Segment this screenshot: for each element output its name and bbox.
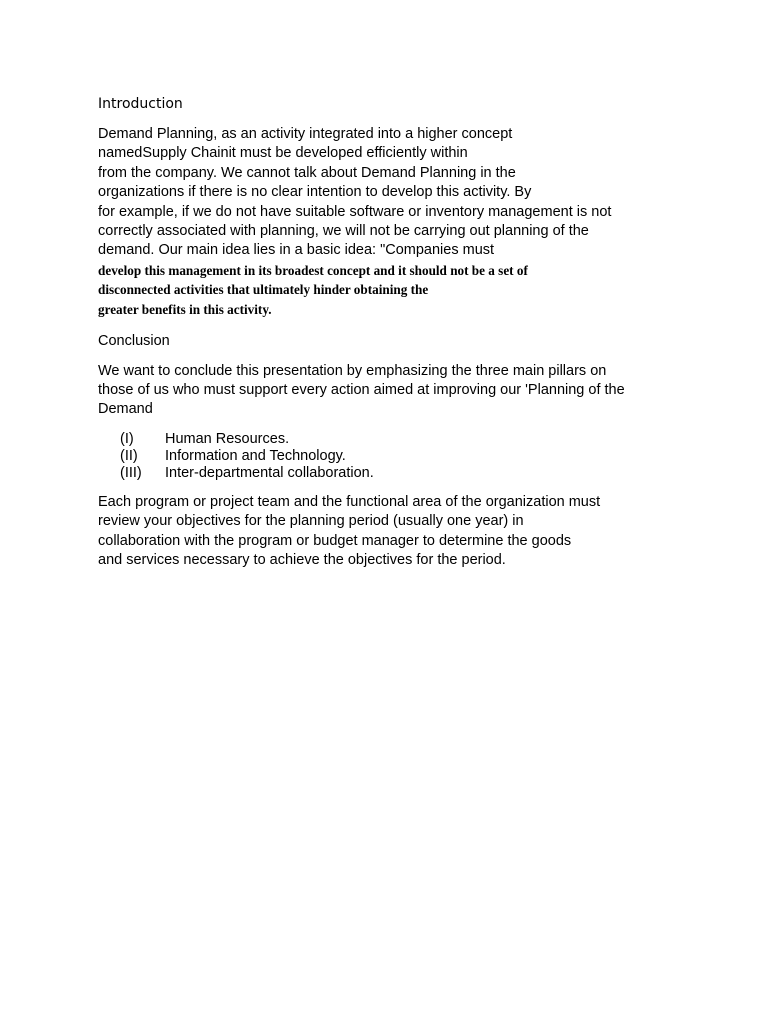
list-item-text: Information and Technology. [165, 447, 346, 464]
intro-line: namedSupply Chainit must be developed efficiently within [98, 145, 468, 162]
intro-line: Demand Planning, as an activity integrated into a higher concept [98, 126, 513, 142]
list-item-text: Inter-departmental collaboration. [165, 464, 374, 481]
closing-line: Each program or project team and the functional area of the organization must [98, 493, 601, 510]
document-page [98, 94, 658, 581]
intro-line: demand. Our main idea lies in a basic idea: "Companies must [98, 242, 495, 259]
intro-quote-line: disconnected activities that ultimately hinder obtaining the [98, 282, 429, 298]
conclusion-paragraph [98, 362, 658, 420]
intro-paragraph [98, 125, 658, 320]
list-item-text: Human Resources. [165, 430, 290, 447]
closing-paragraph [98, 493, 658, 571]
list-marker: (III) [120, 464, 142, 481]
intro-line: from the company. We cannot talk about Demand Planning in the [98, 164, 516, 181]
closing-line: collaboration with the program or budget manager to determine the goods [98, 532, 572, 549]
closing-line: and services necessary to achieve the objectives for the period. [98, 552, 506, 569]
conclusion-heading: Conclusion [98, 332, 170, 349]
list-item [120, 465, 658, 482]
intro-line: correctly associated with planning, we will not be carrying out planning of the [98, 223, 589, 240]
list-item [120, 448, 658, 465]
intro-quote-line: greater benefits in this activity. [98, 302, 272, 318]
pillars-list [120, 431, 658, 482]
intro-line: for example, if we do not have suitable software or inventory management is not [98, 203, 612, 220]
list-item [120, 431, 658, 448]
list-marker: (I) [120, 430, 134, 447]
closing-line: review your objectives for the planning period (usually one year) in [98, 513, 524, 530]
intro-quote-line: develop this management in its broadest concept and it should not be a set of [98, 262, 528, 278]
intro-line: organizations if there is no clear intention to develop this activity. By [98, 184, 532, 201]
conclusion-line: We want to conclude this presentation by emphasizing the three main pillars on [98, 362, 607, 379]
list-marker: (II) [120, 447, 138, 464]
conclusion-line: those of us who must support every action aimed at improving our 'Planning of the [98, 382, 625, 399]
conclusion-line: Demand [98, 401, 153, 418]
intro-heading: Introduction [98, 96, 183, 112]
